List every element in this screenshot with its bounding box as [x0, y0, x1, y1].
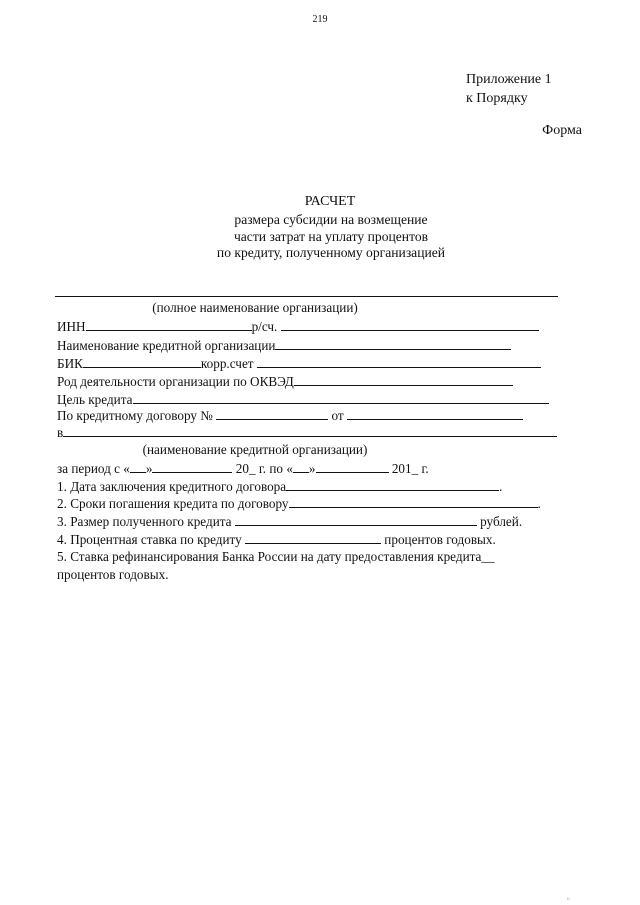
- org-name-caption: (полное наименование организации): [152, 300, 358, 315]
- contract-date-field[interactable]: [347, 407, 523, 420]
- subtitle-line-3: по кредиту, полученному организацией: [216, 245, 446, 260]
- purpose-row: [57, 391, 549, 408]
- bank-name-field[interactable]: [275, 337, 511, 350]
- purpose-label: Цель кредита: [57, 392, 133, 407]
- period-end-month[interactable]: [316, 460, 389, 473]
- contract-label: По кредитному договору №: [57, 408, 213, 423]
- interest-rate-field[interactable]: [245, 531, 381, 544]
- contract-number-field[interactable]: [216, 407, 328, 420]
- page-number: 219: [312, 14, 328, 25]
- period-start-day[interactable]: [130, 460, 146, 473]
- account-label: р/сч.: [251, 319, 278, 334]
- okved-field[interactable]: [294, 373, 513, 386]
- form-label: Форма: [542, 123, 582, 138]
- bik-field[interactable]: [83, 355, 201, 368]
- item-3-row: [57, 513, 522, 530]
- period-close-2: »: [308, 461, 316, 476]
- item-1-suffix: .: [499, 479, 503, 494]
- repayment-terms-field[interactable]: [289, 495, 538, 508]
- period-row: [57, 460, 429, 477]
- item-2-suffix: .: [537, 496, 541, 511]
- item-1-text: 1. Дата заключения кредитного договора: [57, 479, 287, 494]
- item-5-continuation: процентов годовых.: [57, 567, 169, 582]
- item-4-text: 4. Процентная ставка по кредиту: [57, 532, 242, 547]
- inn-row: [57, 318, 539, 335]
- appendix-reference: [466, 70, 552, 108]
- period-year-1: 20_ г. по «: [235, 461, 293, 476]
- okved-label: Род деятельности организации по ОКВЭД: [57, 374, 294, 389]
- period-year-2: 201_ г.: [391, 461, 429, 476]
- period-close-1: »: [145, 461, 153, 476]
- inn-label: ИНН: [57, 319, 86, 334]
- from-label: от: [331, 408, 344, 423]
- in-bank-field[interactable]: [63, 424, 557, 437]
- item-5-text: 5. Ставка рефинансирования Банка России на дату предоставления кредита__: [57, 549, 495, 564]
- bik-label: БИК: [57, 356, 83, 371]
- subtitle-line-2: части затрат на уплату процентов: [233, 228, 429, 244]
- document-subtitle: [0, 212, 640, 262]
- item-3-suffix: рублей.: [480, 514, 523, 529]
- purpose-field[interactable]: [133, 391, 549, 404]
- contract-row: [57, 407, 523, 424]
- item-4-row: [57, 531, 496, 548]
- item-4-suffix: процентов годовых.: [384, 532, 496, 547]
- credit-amount-field[interactable]: [235, 513, 477, 526]
- period-end-day[interactable]: [293, 460, 309, 473]
- account-field[interactable]: [281, 318, 539, 331]
- subtitle-line-1: размера субсидии на возмещение: [234, 212, 428, 227]
- appendix-line-2: к Порядку: [466, 91, 528, 106]
- item-5-row: [57, 549, 495, 565]
- item-1-row: [57, 478, 502, 495]
- document-title: РАСЧЕТ: [304, 194, 356, 209]
- period-prefix: за период с «: [57, 461, 130, 476]
- corr-account-field[interactable]: [257, 355, 541, 368]
- bank-name-row: [57, 337, 511, 354]
- org-name-line[interactable]: [55, 296, 558, 297]
- item-2-row: [57, 495, 541, 512]
- item-2-text: 2. Сроки погашения кредита по договору: [57, 496, 289, 511]
- in-label: в: [57, 425, 64, 440]
- item-3-text: 3. Размер полученного кредита: [57, 514, 232, 529]
- appendix-line-1: Приложение 1: [466, 72, 552, 87]
- okved-row: [57, 373, 513, 390]
- corner-mark: ıı: [567, 897, 570, 902]
- inn-field[interactable]: [86, 318, 252, 331]
- in-bank-row: [57, 424, 557, 441]
- bank-caption: (наименование кредитной организации): [142, 442, 368, 457]
- corr-account-label: корр.счет: [200, 356, 254, 371]
- bank-name-label: Наименование кредитной организации: [57, 338, 276, 353]
- bik-row: [57, 355, 541, 372]
- contract-conclusion-date-field[interactable]: [286, 478, 499, 491]
- period-start-month[interactable]: [152, 460, 232, 473]
